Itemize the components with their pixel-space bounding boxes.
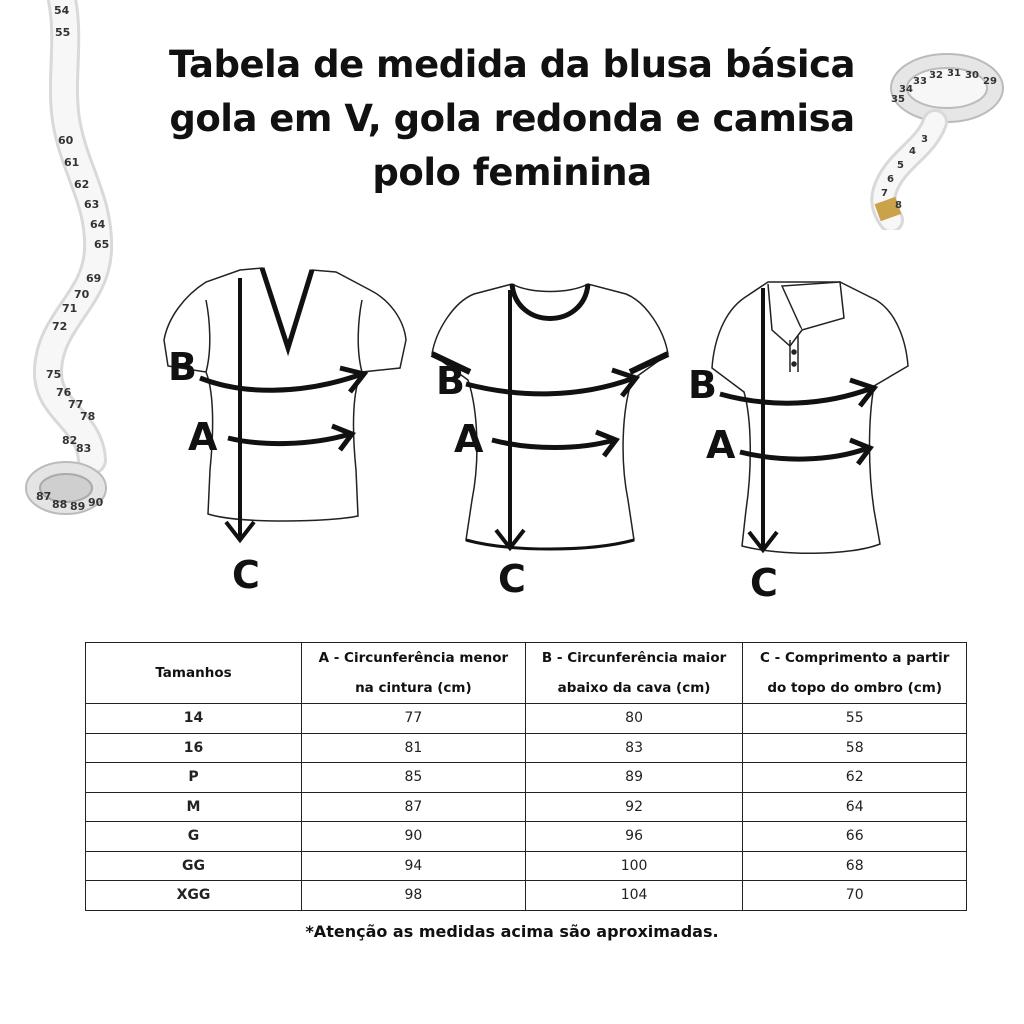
- header-a-line1: A - Circunferência menor: [318, 650, 509, 666]
- size-table: [85, 642, 967, 911]
- tape-left-num: 77: [68, 398, 84, 411]
- tape-right-num: 6: [887, 174, 894, 185]
- cell-size: GG: [86, 851, 302, 881]
- cell-c: 68: [743, 851, 967, 881]
- table-row: [86, 822, 967, 852]
- header-b-line2: abaixo da cava (cm): [557, 680, 711, 696]
- title-line-1: Tabela de medida da blusa básica: [169, 43, 855, 86]
- tape-left-num: 69: [86, 272, 102, 285]
- tape-left-num: 63: [84, 198, 100, 211]
- tape-right-num: 5: [897, 160, 904, 171]
- cell-c: 64: [743, 792, 967, 822]
- cell-b: 83: [525, 733, 743, 763]
- vneck-label-a: A: [188, 415, 218, 459]
- table-row: [86, 792, 967, 822]
- tape-left-num: 65: [94, 238, 110, 251]
- tape-left-num: 89: [70, 500, 86, 513]
- tape-left-num: 90: [88, 496, 104, 509]
- tape-right-num: 35: [891, 94, 905, 105]
- table-row: [86, 704, 967, 734]
- cell-a: 90: [302, 822, 526, 852]
- tape-right-num: 7: [881, 188, 888, 199]
- crew-label-c: C: [498, 557, 526, 601]
- cell-a: 94: [302, 851, 526, 881]
- tape-right-num: 34: [899, 84, 913, 95]
- tape-left-num: 62: [74, 178, 90, 191]
- cell-size: M: [86, 792, 302, 822]
- table-row: [86, 733, 967, 763]
- tape-right-num: 4: [909, 146, 916, 157]
- tape-right-num: 33: [913, 76, 927, 87]
- cell-b: 100: [525, 851, 743, 881]
- cell-c: 62: [743, 763, 967, 793]
- tape-left-num: 61: [64, 156, 80, 169]
- tape-left-num: 70: [74, 288, 90, 301]
- cell-c: 58: [743, 733, 967, 763]
- cell-a: 98: [302, 881, 526, 911]
- tape-right-num: 30: [965, 70, 979, 81]
- header-c: [743, 643, 967, 704]
- tape-left-num: 87: [36, 490, 52, 503]
- vneck-label-c: C: [232, 553, 260, 597]
- cell-size: XGG: [86, 881, 302, 911]
- polo-shirt: [712, 282, 908, 553]
- crew-label-b: B: [436, 359, 465, 403]
- table-row: [86, 851, 967, 881]
- tape-left-num: 76: [56, 386, 72, 399]
- vneck-label-b: B: [168, 345, 197, 389]
- cell-b: 96: [525, 822, 743, 852]
- tape-right-num: 3: [921, 134, 928, 145]
- cell-c: 55: [743, 704, 967, 734]
- tape-left-num: 64: [90, 218, 106, 231]
- tape-left-num: 54: [54, 4, 70, 17]
- tape-left-num: 82: [62, 434, 78, 447]
- cell-b: 104: [525, 881, 743, 911]
- cell-a: 77: [302, 704, 526, 734]
- tape-left-num: 88: [52, 498, 68, 511]
- polo-label-c: C: [750, 561, 778, 605]
- tape-right-num: 31: [947, 68, 961, 79]
- title-line-2: gola em V, gola redonda e camisa: [169, 97, 855, 140]
- header-sizes: Tamanhos: [86, 643, 302, 704]
- tape-left-num: 55: [55, 26, 71, 39]
- tape-left-num: 60: [58, 134, 74, 147]
- table-row: [86, 763, 967, 793]
- cell-a: 81: [302, 733, 526, 763]
- cell-a: 87: [302, 792, 526, 822]
- cell-size: P: [86, 763, 302, 793]
- approximate-note: *Atenção as medidas acima são aproximadas.: [305, 922, 719, 941]
- cell-a: 85: [302, 763, 526, 793]
- tape-right-num: 32: [929, 70, 943, 81]
- cell-size: 14: [86, 704, 302, 734]
- tape-left-num: 72: [52, 320, 68, 333]
- cell-b: 92: [525, 792, 743, 822]
- title-line-3: polo feminina: [372, 151, 652, 194]
- tape-left-num: 71: [62, 302, 78, 315]
- header-c-line2: do topo do ombro (cm): [767, 680, 943, 696]
- crew-label-a: A: [454, 417, 484, 461]
- cell-b: 80: [525, 704, 743, 734]
- vneck-shirt: [164, 268, 406, 521]
- polo-label-b: B: [688, 363, 717, 407]
- tape-left-num: 78: [80, 410, 96, 423]
- table-header-row: [86, 643, 967, 704]
- tape-left-num: 83: [76, 442, 92, 455]
- polo-label-a: A: [706, 423, 736, 467]
- cell-b: 89: [525, 763, 743, 793]
- header-c-line1: C - Comprimento a partir: [760, 650, 950, 666]
- cell-size: 16: [86, 733, 302, 763]
- header-a: [302, 643, 526, 704]
- cell-c: 66: [743, 822, 967, 852]
- cell-size: G: [86, 822, 302, 852]
- header-b: [525, 643, 743, 704]
- tape-left-num: 75: [46, 368, 62, 381]
- tape-right-num: 8: [895, 200, 902, 211]
- table-row: [86, 881, 967, 911]
- header-a-line2: na cintura (cm): [355, 680, 472, 696]
- tape-right-num: 29: [983, 76, 997, 87]
- cell-c: 70: [743, 881, 967, 911]
- header-b-line1: B - Circunferência maior: [541, 650, 727, 666]
